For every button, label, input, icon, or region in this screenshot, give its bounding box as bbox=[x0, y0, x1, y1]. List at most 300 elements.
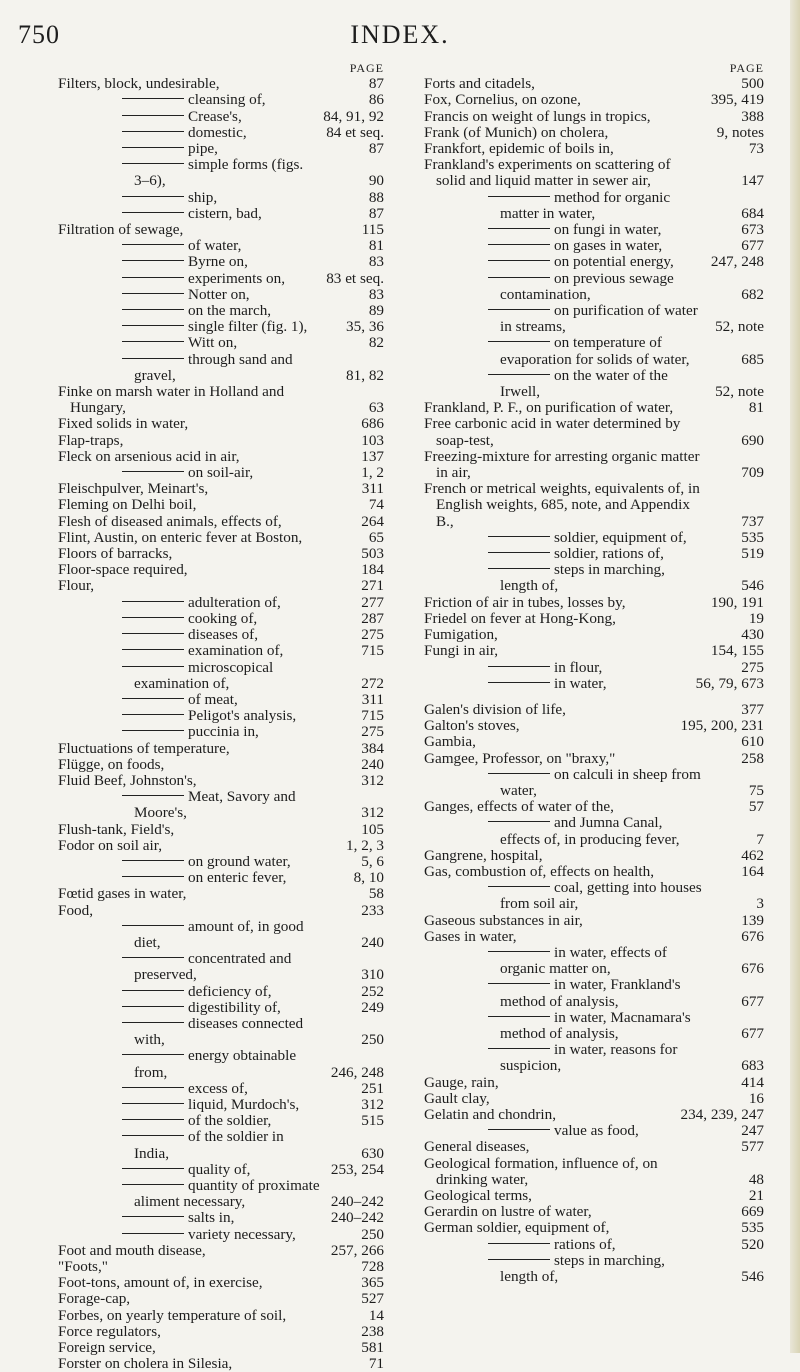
index-subentry bbox=[58, 1210, 384, 1226]
index-entry bbox=[424, 913, 764, 929]
entry-term: German soldier, equipment of, bbox=[424, 1219, 610, 1237]
entry-page-ref: 683 bbox=[741, 1057, 764, 1075]
entry-term: on the water of the Irwell, bbox=[500, 366, 668, 401]
ditto-rule bbox=[488, 773, 550, 774]
entry-page-ref: 250 bbox=[361, 1031, 384, 1049]
entry-page-ref: 311 bbox=[361, 480, 384, 498]
ditto-rule bbox=[122, 730, 184, 731]
entry-page-ref: 240 bbox=[361, 933, 384, 951]
entry-term: steps in marching, length of, bbox=[500, 561, 665, 595]
entry-term: Flush-tank, Field's, bbox=[58, 820, 175, 838]
ditto-rule bbox=[122, 1135, 184, 1136]
ditto-rule bbox=[122, 325, 184, 326]
entry-term: quantity of proximate aliment necessary, bbox=[134, 1177, 320, 1211]
entry-term: Fixed solids in water, bbox=[58, 415, 189, 433]
entry-page-ref: 88 bbox=[368, 188, 384, 206]
page-number: 750 bbox=[18, 20, 60, 49]
entry-term: Fœtid gases in water, bbox=[58, 885, 187, 903]
entry-term: Witt on, bbox=[188, 334, 238, 352]
entry-term: value as food, bbox=[554, 1122, 639, 1140]
entry-term: deficiency of, bbox=[188, 982, 272, 1000]
entry-term: rations of, bbox=[554, 1235, 616, 1253]
ditto-rule bbox=[122, 471, 184, 472]
entry-page-ref: 462 bbox=[741, 846, 764, 864]
entry-page-ref: 249 bbox=[361, 998, 384, 1016]
ditto-rule bbox=[488, 1016, 550, 1017]
entry-page-ref: 58 bbox=[368, 885, 384, 903]
index-subentry bbox=[58, 984, 384, 1000]
entry-term: Foot-tons, amount of, in exercise, bbox=[58, 1274, 263, 1292]
ditto-rule bbox=[488, 1259, 550, 1260]
entry-page-ref: 63 bbox=[368, 399, 384, 417]
index-subentry bbox=[58, 789, 384, 821]
entry-term: coal, getting into houses from soil air, bbox=[500, 879, 702, 913]
entry-term: diseases of, bbox=[188, 626, 259, 644]
index-entry bbox=[424, 141, 764, 157]
entry-term: liquid, Murdoch's, bbox=[188, 1095, 300, 1113]
ditto-rule bbox=[122, 925, 184, 926]
entry-term: Gangrene, hospital, bbox=[424, 846, 543, 864]
ditto-rule bbox=[488, 666, 550, 667]
ditto-rule bbox=[122, 633, 184, 634]
ditto-rule bbox=[488, 951, 550, 952]
entry-page-ref: 728 bbox=[361, 1258, 384, 1276]
entry-term: Filters, block, undesirable, bbox=[58, 75, 220, 93]
entry-page-ref: 414 bbox=[741, 1073, 764, 1091]
index-entry bbox=[58, 433, 384, 449]
entry-page-ref: 83 et seq. bbox=[326, 269, 384, 287]
entry-page-ref: 715 bbox=[361, 642, 384, 660]
index-entry bbox=[58, 1356, 384, 1372]
entry-page-ref: 86 bbox=[368, 91, 384, 109]
entry-term: on previous sewage contamination, bbox=[500, 269, 674, 303]
entry-page-ref: 275 bbox=[361, 626, 384, 644]
entry-term: Gaseous substances in air, bbox=[424, 911, 583, 929]
ditto-rule bbox=[488, 1048, 550, 1049]
index-entry bbox=[424, 1156, 764, 1188]
entry-term: Byrne on, bbox=[188, 253, 248, 271]
column-heading-page: PAGE bbox=[729, 61, 764, 75]
index-subentry bbox=[58, 465, 384, 481]
left-column bbox=[58, 60, 384, 1372]
ditto-rule bbox=[122, 617, 184, 618]
entry-page-ref: 287 bbox=[361, 609, 384, 627]
index-entry bbox=[58, 562, 384, 578]
index-subentry bbox=[58, 1178, 384, 1210]
entry-term: single filter (fig. 1), bbox=[188, 318, 308, 336]
entry-term: on gases in water, bbox=[554, 237, 663, 255]
entry-page-ref: 190, 191 bbox=[710, 593, 764, 611]
index-entry bbox=[424, 109, 764, 125]
index-subentry bbox=[58, 109, 384, 125]
entry-term: Notter on, bbox=[188, 285, 250, 303]
index-subentry bbox=[424, 1010, 764, 1042]
entry-term: in water, Macnamara's method of analysis, bbox=[500, 1008, 691, 1042]
entry-page-ref: 546 bbox=[741, 577, 764, 595]
entry-term: method for organic matter in water, bbox=[500, 188, 671, 222]
entry-page-ref: 246, 248 bbox=[330, 1063, 384, 1081]
index-entry bbox=[58, 497, 384, 513]
entry-page-ref: 238 bbox=[361, 1322, 384, 1340]
entry-page-ref: 247 bbox=[741, 1122, 764, 1140]
entry-term: Floors of barracks, bbox=[58, 545, 173, 563]
entry-page-ref: 81 bbox=[368, 237, 384, 255]
ditto-rule bbox=[488, 341, 550, 342]
entry-term: Fleming on Delhi boil, bbox=[58, 496, 197, 514]
index-entry bbox=[58, 514, 384, 530]
entry-term: Gauge, rain, bbox=[424, 1073, 499, 1091]
index-entry bbox=[58, 578, 384, 594]
index-entry bbox=[424, 643, 764, 659]
index-subentry bbox=[58, 92, 384, 108]
index-subentry bbox=[58, 1162, 384, 1178]
entry-term: on purification of water in streams, bbox=[500, 302, 698, 336]
entry-term: Friedel on fever at Hong-Kong, bbox=[424, 609, 616, 627]
index-entry bbox=[58, 449, 384, 465]
index-subentry bbox=[58, 1097, 384, 1113]
index-subentry bbox=[58, 1227, 384, 1243]
entry-page-ref: 240–242 bbox=[330, 1193, 384, 1211]
index-subentry bbox=[424, 815, 764, 847]
index-subentry bbox=[58, 335, 384, 351]
entry-term: Meat, Savory and Moore's, bbox=[134, 788, 296, 822]
index-subentry bbox=[58, 254, 384, 270]
entry-page-ref: 14 bbox=[368, 1306, 384, 1324]
entry-page-ref: 71 bbox=[368, 1355, 384, 1372]
entry-term: Galen's division of life, bbox=[424, 700, 566, 718]
entry-page-ref: 75 bbox=[748, 781, 764, 799]
entry-page-ref: 535 bbox=[741, 1219, 764, 1237]
entry-term: digestibility of, bbox=[188, 998, 281, 1016]
index-subentry bbox=[58, 238, 384, 254]
entry-page-ref: 57 bbox=[748, 798, 764, 816]
entry-term: Forster on cholera in Silesia, bbox=[58, 1355, 233, 1372]
ditto-rule bbox=[122, 876, 184, 877]
index-subentry bbox=[58, 1048, 384, 1080]
entry-page-ref: 684 bbox=[741, 204, 764, 222]
index-entry bbox=[58, 1340, 384, 1356]
left-entries bbox=[58, 76, 384, 1372]
entry-term: on ground water, bbox=[188, 852, 291, 870]
ditto-rule bbox=[488, 196, 550, 197]
entry-term: Francis on weight of lungs in tropics, bbox=[424, 107, 651, 125]
entry-term: Flour, bbox=[58, 577, 95, 595]
entry-term: diseases connected with, bbox=[134, 1014, 304, 1049]
entry-page-ref: 89 bbox=[368, 302, 384, 320]
entry-page-ref: 8, 10 bbox=[353, 869, 384, 887]
entry-term: on calculi in sheep from water, bbox=[500, 765, 701, 799]
ditto-rule bbox=[488, 536, 550, 537]
index-entry bbox=[58, 481, 384, 497]
index-subentry bbox=[58, 870, 384, 886]
ditto-rule bbox=[122, 163, 184, 164]
entry-term: Foreign service, bbox=[58, 1339, 156, 1357]
entry-page-ref: 253, 254 bbox=[330, 1160, 384, 1178]
entry-page-ref: 311 bbox=[361, 690, 384, 708]
entry-term: Frankland's experiments on scattering of solid and liquid matter in sewer air, bbox=[424, 156, 671, 190]
index-subentry bbox=[58, 287, 384, 303]
page-title: INDEX. bbox=[350, 20, 450, 49]
index-entry bbox=[58, 546, 384, 562]
entry-page-ref: 87 bbox=[368, 204, 384, 222]
entry-term: Food, bbox=[58, 901, 94, 919]
entry-term: on fungi in water, bbox=[554, 221, 662, 239]
ditto-rule bbox=[122, 1168, 184, 1169]
ditto-rule bbox=[488, 309, 550, 310]
entry-term: cooking of, bbox=[188, 609, 258, 627]
index-subentry bbox=[424, 945, 764, 977]
ditto-rule bbox=[122, 714, 184, 715]
index-subentry bbox=[424, 530, 764, 546]
entry-term: excess of, bbox=[188, 1079, 248, 1097]
index-subentry bbox=[424, 254, 764, 270]
entry-page-ref: 103 bbox=[361, 431, 384, 449]
ditto-rule bbox=[488, 1243, 550, 1244]
entry-page-ref: 147 bbox=[741, 172, 764, 190]
entry-term: amount of, in good diet, bbox=[134, 917, 304, 951]
index-subentry bbox=[424, 1123, 764, 1139]
ditto-rule bbox=[122, 260, 184, 261]
entry-page-ref: 240–242 bbox=[330, 1209, 384, 1227]
entry-page-ref: 546 bbox=[741, 1268, 764, 1286]
entry-page-ref: 686 bbox=[361, 415, 384, 433]
entry-term: French or metrical weights, equivalents of, in English weights, 685, note, and Appendix B., bbox=[424, 480, 700, 530]
entry-term: Floor-space required, bbox=[58, 561, 188, 579]
entry-page-ref: 233 bbox=[361, 901, 384, 919]
entry-term: Frankland, P. F., on purification of water, bbox=[424, 399, 674, 417]
entry-page-ref: 87 bbox=[368, 140, 384, 157]
entry-page-ref: 277 bbox=[361, 593, 384, 611]
entry-term: Friction of air in tubes, losses by, bbox=[424, 593, 626, 611]
page-edge bbox=[790, 0, 800, 1353]
index-entry bbox=[58, 757, 384, 773]
entry-term: Gelatin and chondrin, bbox=[424, 1105, 557, 1123]
ditto-rule bbox=[488, 886, 550, 887]
entry-page-ref: 234, 239, 247 bbox=[680, 1105, 764, 1123]
entry-term: adulteration of, bbox=[188, 593, 281, 611]
index-entry bbox=[58, 1291, 384, 1307]
entry-page-ref: 430 bbox=[741, 626, 764, 644]
index-subentry bbox=[58, 643, 384, 659]
entry-page-ref: 56, 79, 673 bbox=[695, 674, 764, 692]
entry-term: puccinia in, bbox=[188, 723, 259, 741]
entry-page-ref: 251 bbox=[361, 1079, 384, 1097]
entry-term: pipe, bbox=[188, 140, 218, 157]
index-entry bbox=[58, 1275, 384, 1291]
entry-page-ref: 377 bbox=[741, 700, 764, 718]
entry-page-ref: 271 bbox=[361, 577, 384, 595]
ditto-rule bbox=[122, 860, 184, 861]
entry-term: experiments on, bbox=[188, 269, 286, 287]
entry-term: Galton's stoves, bbox=[424, 717, 520, 735]
entry-term: Gas, combustion of, effects on health, bbox=[424, 862, 655, 880]
index-subentry bbox=[424, 368, 764, 400]
entry-term: Fluid Beef, Johnston's, bbox=[58, 771, 197, 789]
ditto-rule bbox=[488, 277, 550, 278]
ditto-rule bbox=[122, 649, 184, 650]
entry-page-ref: 676 bbox=[741, 960, 764, 978]
index-entry bbox=[424, 702, 764, 718]
entry-term: Forts and citadels, bbox=[424, 75, 535, 93]
ditto-rule bbox=[122, 196, 184, 197]
index-subentry bbox=[58, 951, 384, 983]
index-subentry bbox=[424, 546, 764, 562]
entry-term: Filtration of sewage, bbox=[58, 221, 184, 239]
entry-page-ref: 527 bbox=[361, 1290, 384, 1308]
ditto-rule bbox=[122, 990, 184, 991]
index-subentry bbox=[58, 303, 384, 319]
entry-page-ref: 515 bbox=[361, 1112, 384, 1130]
entry-page-ref: 184 bbox=[361, 561, 384, 579]
ditto-rule bbox=[122, 666, 184, 667]
entry-page-ref: 677 bbox=[741, 992, 764, 1010]
entry-term: on temperature of evaporation for solids of water, bbox=[500, 334, 690, 368]
entry-page-ref: 503 bbox=[361, 545, 384, 563]
running-header bbox=[0, 20, 800, 54]
entry-term: "Foots," bbox=[58, 1258, 108, 1276]
entry-term: simple forms (figs. 3–6), bbox=[134, 156, 304, 190]
index-subentry bbox=[58, 319, 384, 335]
entry-term: Forage-cap, bbox=[58, 1290, 131, 1308]
index-entry bbox=[424, 864, 764, 880]
ditto-rule bbox=[488, 568, 550, 569]
ditto-rule bbox=[122, 1233, 184, 1234]
index-subentry bbox=[58, 1113, 384, 1129]
index-entry bbox=[424, 751, 764, 767]
index-entry bbox=[424, 734, 764, 750]
index-subentry bbox=[424, 222, 764, 238]
entry-page-ref: 275 bbox=[741, 658, 764, 676]
entry-page-ref: 384 bbox=[361, 739, 384, 757]
index-subentry bbox=[58, 352, 384, 384]
ditto-rule bbox=[122, 1103, 184, 1104]
entry-term: energy obtainable from, bbox=[134, 1047, 297, 1081]
entry-page-ref: 310 bbox=[361, 966, 384, 984]
ditto-rule bbox=[122, 1184, 184, 1185]
entry-page-ref: 677 bbox=[741, 1024, 764, 1042]
entry-term: cistern, bad, bbox=[188, 204, 262, 222]
index-entry bbox=[424, 1075, 764, 1091]
entry-term: ship, bbox=[188, 188, 218, 206]
entry-term: on enteric fever, bbox=[188, 869, 287, 887]
ditto-rule bbox=[488, 374, 550, 375]
entry-term: Force regulators, bbox=[58, 1322, 161, 1340]
entry-page-ref: 81 bbox=[748, 399, 764, 417]
index-entry bbox=[424, 1204, 764, 1220]
index-subentry bbox=[58, 854, 384, 870]
entry-page-ref: 257, 266 bbox=[330, 1241, 384, 1259]
entry-page-ref: 35, 36 bbox=[346, 318, 384, 336]
index-subentry bbox=[424, 238, 764, 254]
index-entry bbox=[58, 222, 384, 238]
right-entries bbox=[424, 76, 764, 1285]
entry-page-ref: 312 bbox=[361, 771, 384, 789]
entry-page-ref: 610 bbox=[741, 733, 764, 751]
index-subentry bbox=[58, 271, 384, 287]
index-subentry bbox=[58, 708, 384, 724]
ditto-rule bbox=[122, 1119, 184, 1120]
entry-page-ref: 395, 419 bbox=[710, 91, 764, 109]
entry-page-ref: 312 bbox=[361, 1095, 384, 1113]
ditto-rule bbox=[488, 1129, 550, 1130]
index-subentry bbox=[58, 1129, 384, 1161]
entry-term: Flügge, on foods, bbox=[58, 755, 165, 773]
index-subentry bbox=[424, 335, 764, 367]
entry-term: General diseases, bbox=[424, 1138, 530, 1156]
entry-term: Fungi in air, bbox=[424, 642, 499, 660]
entry-page-ref: 195, 200, 231 bbox=[680, 717, 764, 735]
entry-term: Fleischpulver, Meinart's, bbox=[58, 480, 209, 498]
index-subentry bbox=[58, 1016, 384, 1048]
ditto-rule bbox=[122, 358, 184, 359]
index-subentry bbox=[424, 880, 764, 912]
entry-term: Gerardin on lustre of water, bbox=[424, 1203, 592, 1221]
ditto-rule bbox=[122, 957, 184, 958]
entry-page-ref: 3 bbox=[756, 895, 764, 913]
index-entry bbox=[58, 838, 384, 854]
entry-page-ref: 48 bbox=[748, 1170, 764, 1188]
index-entry bbox=[58, 822, 384, 838]
entry-page-ref: 9, notes bbox=[716, 123, 764, 141]
entry-page-ref: 264 bbox=[361, 512, 384, 530]
entry-page-ref: 240 bbox=[361, 755, 384, 773]
index-subentry bbox=[58, 724, 384, 740]
ditto-rule bbox=[122, 1022, 184, 1023]
index-subentry bbox=[58, 611, 384, 627]
entry-page-ref: 52, note bbox=[715, 383, 764, 401]
entry-page-ref: 258 bbox=[741, 749, 764, 767]
entry-term: on soil-air, bbox=[188, 464, 254, 482]
index-subentry bbox=[58, 919, 384, 951]
ditto-rule bbox=[488, 821, 550, 822]
ditto-rule bbox=[122, 1087, 184, 1088]
entry-term: through sand and gravel, bbox=[134, 350, 293, 384]
index-entry bbox=[424, 799, 764, 815]
ditto-rule bbox=[122, 98, 184, 99]
entry-page-ref: 52, note bbox=[715, 318, 764, 336]
index-subentry bbox=[424, 1237, 764, 1253]
entry-page-ref: 673 bbox=[741, 221, 764, 239]
index-subentry bbox=[424, 1253, 764, 1285]
entry-page-ref: 1, 2, 3 bbox=[346, 836, 384, 854]
entry-term: Fumigation, bbox=[424, 626, 498, 644]
entry-term: Gamgee, Professor, on "braxy," bbox=[424, 749, 616, 767]
ditto-rule bbox=[122, 293, 184, 294]
index-entry bbox=[424, 627, 764, 643]
entry-page-ref: 577 bbox=[741, 1138, 764, 1156]
index-subentry bbox=[424, 660, 764, 676]
index-subentry bbox=[424, 977, 764, 1009]
entry-page-ref: 677 bbox=[741, 237, 764, 255]
ditto-rule bbox=[488, 228, 550, 229]
entry-page-ref: 82 bbox=[368, 334, 384, 352]
index-subentry bbox=[424, 1042, 764, 1074]
index-entry bbox=[58, 530, 384, 546]
entry-page-ref: 272 bbox=[361, 674, 384, 692]
index-subentry bbox=[58, 157, 384, 189]
entry-term: Fluctuations of temperature, bbox=[58, 739, 230, 757]
ditto-rule bbox=[488, 552, 550, 553]
entry-term: Fleck on arsenious acid in air, bbox=[58, 447, 240, 465]
entry-term: soldier, equipment of, bbox=[554, 528, 687, 546]
entry-page-ref: 685 bbox=[741, 350, 764, 368]
ditto-rule bbox=[122, 601, 184, 602]
entry-page-ref: 252 bbox=[361, 982, 384, 1000]
entry-page-ref: 139 bbox=[741, 911, 764, 929]
index-entry bbox=[424, 611, 764, 627]
entry-page-ref: 682 bbox=[741, 285, 764, 303]
entry-page-ref: 137 bbox=[361, 447, 384, 465]
